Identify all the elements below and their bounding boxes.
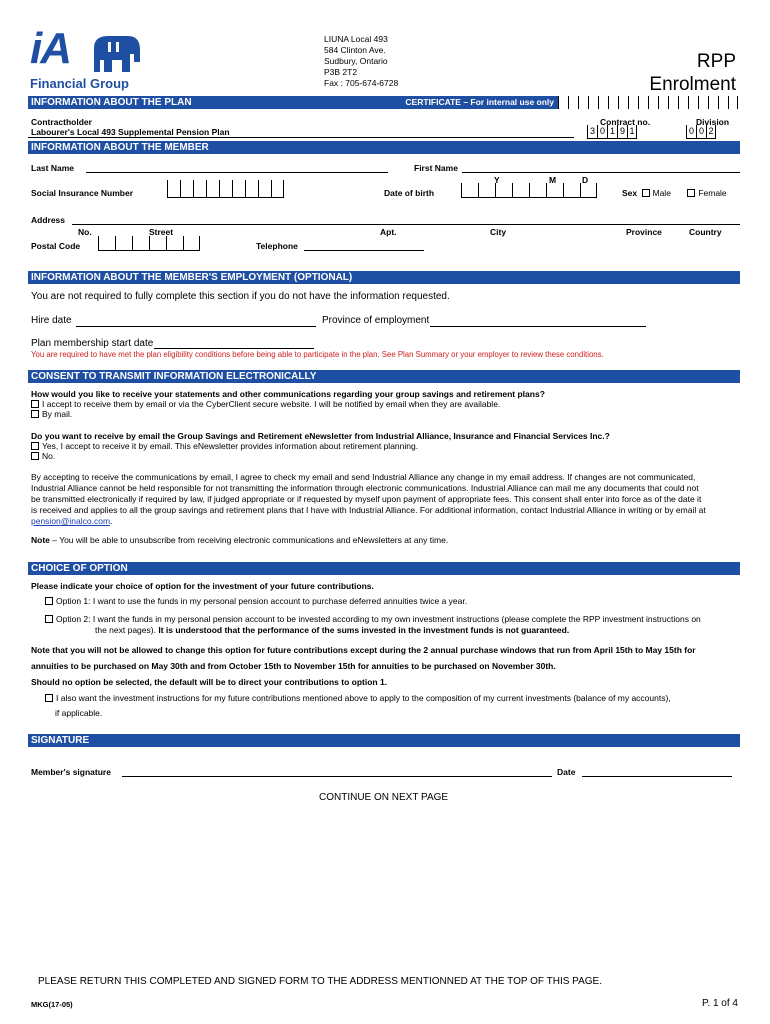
member-signature-label: Member's signature (31, 767, 111, 777)
address-line: P3B 2T2 (324, 67, 358, 77)
consent-section-header: CONSENT TO TRANSMIT INFORMATION ELECTRONICALLY (28, 370, 740, 383)
contractholder-value: Labourer's Local 493 Supplemental Pension Plan (31, 127, 230, 137)
unsubscribe-note (31, 535, 448, 545)
pension-email-link[interactable]: pension@inalco.com (31, 516, 111, 526)
first-name-input[interactable] (462, 172, 740, 173)
sex-male-checkbox[interactable] (642, 189, 650, 197)
member-signature-input[interactable] (122, 776, 552, 777)
female-label: Female (698, 188, 727, 198)
option-2-checkbox[interactable] (45, 615, 53, 623)
option-1-checkbox[interactable] (45, 597, 53, 605)
option-2-label: Option 2: I want the funds in my personal pension account to be invested according to my own investment instructions (please complete the RPP investment instructions on (56, 614, 701, 624)
title-line-1: RPP (696, 51, 736, 72)
postal-code-boxes[interactable] (98, 236, 200, 251)
plan-section-header (28, 96, 558, 109)
contractholder-underline (28, 137, 574, 138)
employment-note: You are not required to fully complete this section if you do not have the information requested. (31, 291, 450, 302)
ia-logo (30, 24, 140, 92)
option-1-row (45, 596, 467, 606)
signature-date-input[interactable] (582, 776, 732, 777)
logo-subtitle: Financial Group (30, 76, 129, 91)
address-street-label: Street (149, 227, 174, 237)
consent-q2-option-yes (31, 441, 418, 451)
option-2-row (45, 614, 701, 636)
certificate-label: CERTIFICATE – For internal use only (405, 97, 554, 107)
signature-section-header: SIGNATURE (28, 734, 740, 747)
division-label: Division (696, 117, 730, 127)
hire-date-input[interactable] (76, 326, 316, 327)
eligibility-warning: You are required to have met the plan eligibility conditions before being able to participate in the plan. See Plan Summary or your employer to review these conditions. (31, 350, 604, 359)
option-1-label: Option 1: I want to use the funds in my personal pension account to purchase deferred annuities twice a year. (56, 596, 468, 606)
address-country-label: Country (689, 227, 722, 237)
page-number: P. 1 of 4 (702, 998, 738, 1009)
consent-question-2: Do you want to receive by email the Group Savings and Retirement eNewsletter from Industrial Alliance, Insurance and Financial Services Inc.? (31, 431, 610, 441)
continue-next-page: CONTINUE ON NEXT PAGE (319, 792, 449, 803)
consent-paragraph-line: is received and applies to all the group savings and retirement plans that I have with Industrial Alliance. For additional information, contact Industrial Alliance in writing or by email at (31, 505, 706, 515)
sex-text: Sex (622, 188, 638, 198)
consent-q1-option-mail (31, 409, 72, 419)
dob-label: Date of birth (384, 188, 435, 198)
option-section-header: CHOICE OF OPTION (28, 562, 740, 575)
consent-paragraph-line: By accepting to receive the communications by email, I agree to check my email and send Industrial Alliance any change in my email address. If changes are not communicated, (31, 472, 696, 482)
newsletter-yes-checkbox[interactable] (31, 442, 39, 450)
option-note-line: annuities to be purchased on May 30th and from October 15th to November 15th for annuities to be purchased on November 30th. (31, 661, 556, 671)
member-section-header: INFORMATION ABOUT THE MEMBER (28, 141, 740, 154)
option-change-note (31, 642, 696, 690)
mail-statements-checkbox[interactable] (31, 410, 39, 418)
dob-month-label: M (549, 175, 557, 185)
address-province-label: Province (626, 227, 662, 237)
address-label: Address (31, 215, 66, 225)
address-city-label: City (490, 227, 507, 237)
newsletter-yes-label: Yes, I accept to receive it by email. This eNewsletter provides information about retirement planning. (42, 441, 419, 451)
address-apt-label: Apt. (380, 227, 397, 237)
elephant-logo-icon (90, 32, 142, 74)
province-employment-input[interactable] (430, 326, 646, 327)
division-boxes: 0 0 2 (686, 125, 716, 139)
last-name-label: Last Name (31, 163, 74, 173)
document-title (649, 50, 736, 96)
dob-day-label: D (582, 175, 589, 185)
plan-start-input[interactable] (154, 348, 314, 349)
hire-date-label: Hire date (31, 315, 72, 326)
title-line-2: Enrolment (649, 74, 736, 95)
address-input[interactable] (72, 224, 740, 225)
consent-q1-option-email (31, 399, 500, 409)
sin-label: Social Insurance Number (31, 188, 134, 198)
form-code: MKG(17-05) (31, 1000, 73, 1009)
consent-q2-option-no (31, 451, 55, 461)
apply-current-label-cont: if applicable. (55, 708, 103, 718)
mail-statements-label: By mail. (42, 409, 73, 419)
plan-start-label: Plan membership start date (31, 338, 154, 349)
telephone-label: Telephone (256, 241, 298, 251)
plan-section-title: INFORMATION ABOUT THE PLAN (31, 97, 192, 108)
email-tail: . (110, 516, 113, 526)
certificate-number-boxes[interactable] (558, 96, 738, 109)
address-line: Sudbury, Ontario (324, 56, 388, 66)
option-2-disclaimer: It is understood that the performance of the sums invested in the investment funds is not guaranteed. (158, 625, 570, 635)
note-text: – You will be able to unsubscribe from receiving electronic communications and eNewsletters at any time. (49, 535, 449, 545)
consent-paragraph (31, 472, 743, 527)
logo-brand: iA (30, 24, 70, 73)
contract-number-label: Contract no. (600, 117, 651, 127)
email-statements-checkbox[interactable] (31, 400, 39, 408)
address-line: LIUNA Local 493 (324, 34, 388, 44)
telephone-input[interactable] (304, 250, 424, 251)
postal-code-label: Postal Code (31, 241, 81, 251)
option-note-line: Note that you will not be allowed to change this option for future contributions except during the 2 annual purchase windows that run from April 15th to May 15th for (31, 645, 696, 655)
employment-section-header: INFORMATION ABOUT THE MEMBER'S EMPLOYMENT (OPTIONAL) (28, 271, 740, 284)
sin-boxes[interactable] (167, 180, 284, 198)
email-statements-label: I accept to receive them by email or via the CyberClient secure website. I will be notified by email when they are available. (42, 399, 501, 409)
sex-female-checkbox[interactable] (687, 189, 695, 197)
option-2-label-cont: the next pages). (95, 625, 159, 635)
male-label: Male (652, 188, 671, 198)
newsletter-no-label: No. (42, 451, 56, 461)
return-instruction: PLEASE RETURN THIS COMPLETED AND SIGNED FORM TO THE ADDRESS MENTIONNED AT THE TOP OF THIS PAGE. (38, 976, 603, 987)
option-note-line: Should no option be selected, the default will be to direct your contributions to option 1. (31, 677, 388, 687)
apply-current-checkbox[interactable] (45, 694, 53, 702)
return-address (324, 34, 398, 89)
consent-paragraph-line: be transmitted electronically if required by law, if judged appropriate or if requested by myself upon payment of appropriate fees. This consent shall enter into force as of the date it (31, 494, 702, 504)
address-line: 584 Clinton Ave. (324, 45, 386, 55)
consent-question-1: How would you like to receive your statements and other communications regarding your group savings and retirement plans? (31, 389, 545, 399)
first-name-label: First Name (414, 163, 458, 173)
note-label: Note (31, 535, 50, 545)
contractholder-label: Contractholder (31, 117, 92, 127)
dob-boxes[interactable] (461, 183, 597, 198)
address-no-label: No. (78, 227, 92, 237)
consent-paragraph-line: Industrial Alliance cannot be held responsible for not transmitting the information through electronic communications. Industrial Alliance can mail me any documents that could not (31, 483, 699, 493)
dob-year-label: Y (494, 175, 500, 185)
contract-number-boxes: 3 0 1 9 1 (587, 125, 637, 139)
sex-label (622, 188, 727, 198)
apply-current-label: I also want the investment instructions for my future contributions mentioned above to apply to the composition of my current investments (balance of my accounts), (56, 693, 671, 703)
option-intro: Please indicate your choice of option for the investment of your future contributions. (31, 581, 374, 591)
province-employment-label: Province of employment (322, 315, 430, 326)
newsletter-no-checkbox[interactable] (31, 452, 39, 460)
address-line: Fax : 705-674-6728 (324, 78, 399, 88)
apply-current-row (45, 691, 671, 721)
last-name-input[interactable] (86, 172, 388, 173)
signature-date-label: Date (557, 767, 576, 777)
